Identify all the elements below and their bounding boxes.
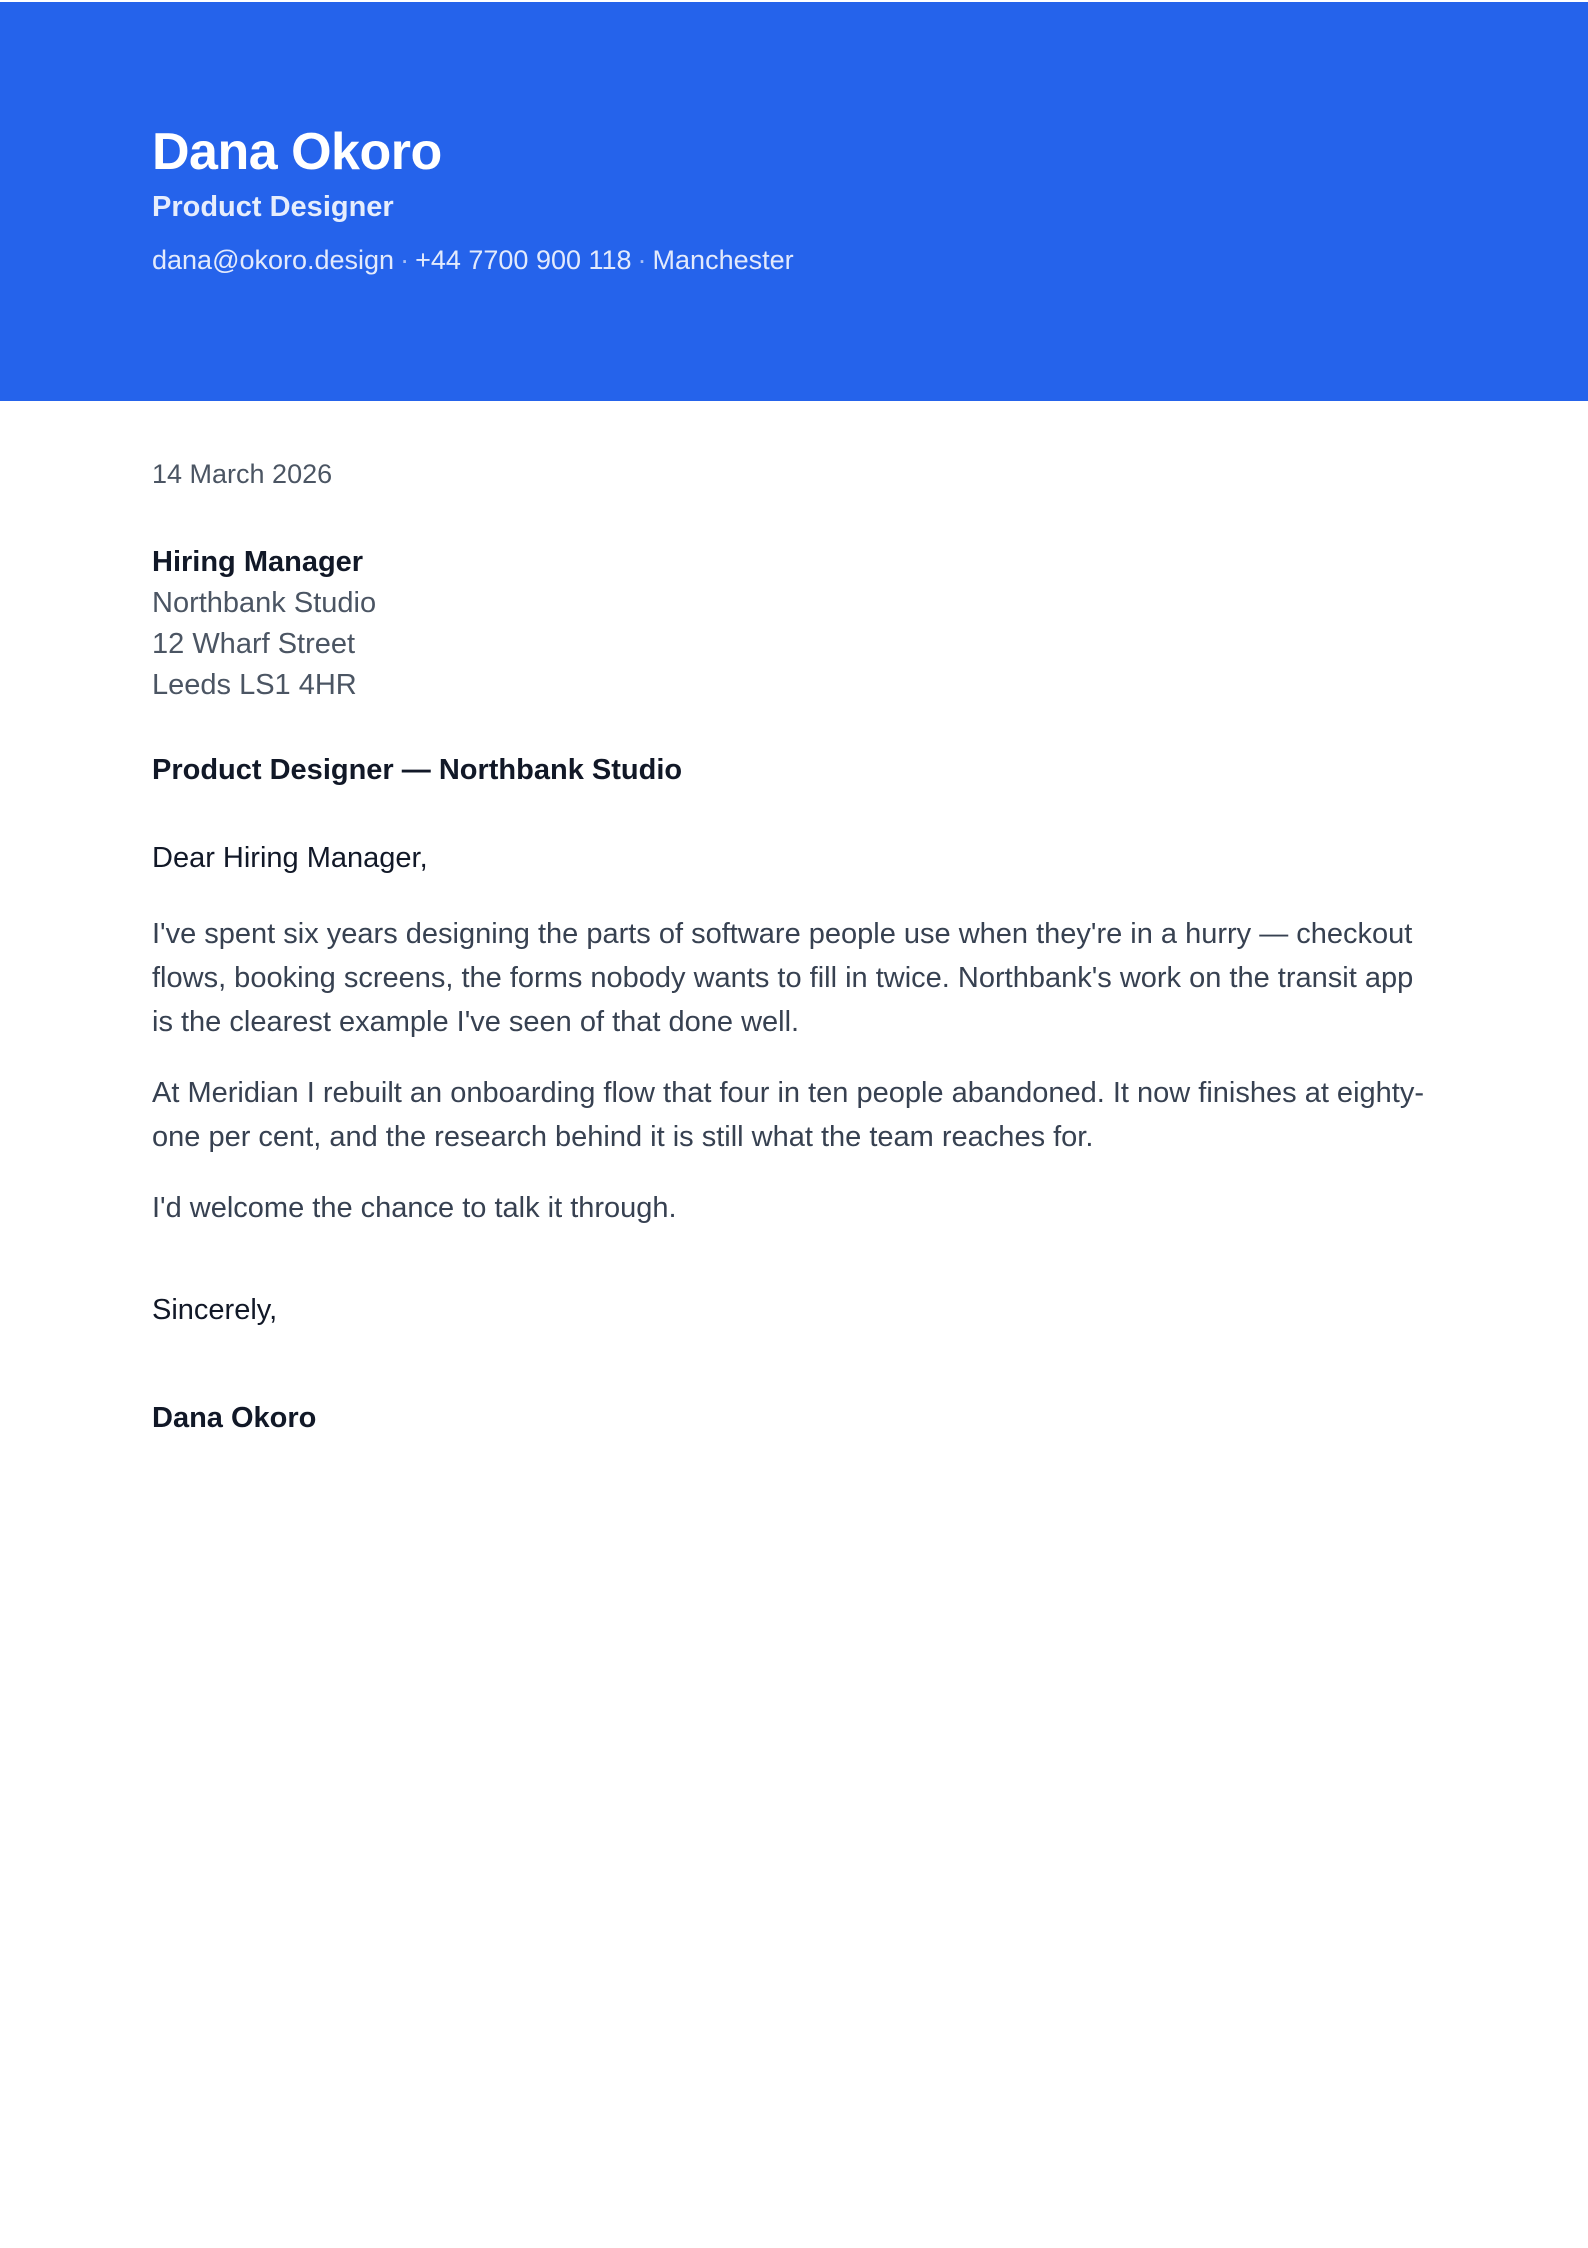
contact-separator: ·	[637, 245, 647, 275]
sender-location: Manchester	[652, 245, 794, 275]
sender-contact-line	[152, 242, 794, 278]
letter-closing: Sincerely,	[152, 1294, 278, 1326]
recipient-address	[152, 542, 376, 706]
sender-role: Product Designer	[152, 191, 394, 223]
letter-paragraphs	[152, 912, 1442, 1257]
letter-header	[0, 2, 1588, 401]
recipient-street: 12 Wharf Street	[152, 628, 356, 660]
letter-subject: Product Designer — Northbank Studio	[152, 754, 683, 786]
letter-date: 14 March 2026	[152, 459, 333, 489]
letter-salutation: Dear Hiring Manager,	[152, 842, 428, 874]
letter-signature: Dana Okoro	[152, 1402, 317, 1434]
sender-email: dana@okoro.design	[152, 245, 395, 275]
letter-paragraph: I'd welcome the chance to talk it through.	[152, 1192, 677, 1224]
recipient-name: Hiring Manager	[152, 546, 364, 578]
recipient-company: Northbank Studio	[152, 587, 377, 619]
letter-paragraph: At Meridian I rebuilt an onboarding flow that four in ten people abandoned. It now finishes at eighty-one per cent, and the research behind it is still what the team reaches for.	[152, 1077, 1424, 1153]
recipient-city: Leeds LS1 4HR	[152, 669, 357, 701]
sender-phone: +44 7700 900 118	[415, 245, 632, 275]
contact-separator: ·	[400, 245, 410, 275]
letter-paragraph: I've spent six years designing the parts of software people use when they're in a hurry — checkout flows, booking screens, the forms nobody wants to fill in twice. Northbank's work on the transit app is the clearest example I've seen of that done well.	[152, 918, 1414, 1038]
sender-name: Dana Okoro	[152, 123, 442, 181]
